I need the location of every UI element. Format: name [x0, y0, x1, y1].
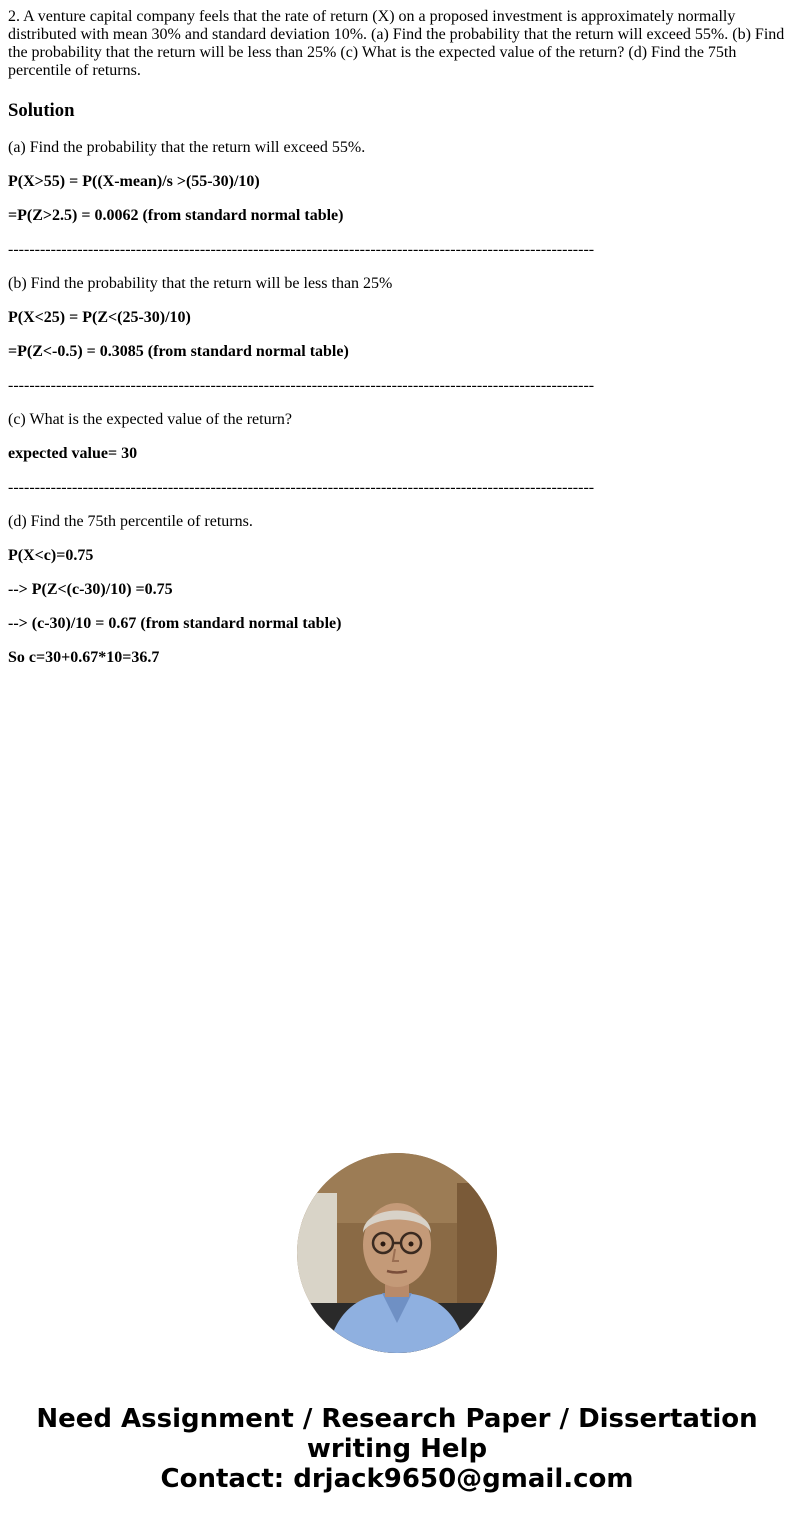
divider: -------------------------------------------------------------------------------------------------------------- [8, 479, 595, 496]
part-c-prompt: (c) What is the expected value of the return? [8, 411, 293, 428]
part-d-step-4: So c=30+0.67*10=36.7 [8, 649, 160, 666]
question-text: 2. A venture capital company feels that the rate of return (X) on a proposed investment is approximately normally distributed with mean 30% and standard deviation 10%. (a) Find the probability that the return will exceed 55%. (b) Find the probability that the return will be less than 25% (c) What is the expected value of the return? (d) Find the 75th percentile of returns. [8, 8, 785, 79]
promo-contact: Contact: drjack9650@gmail.com [160, 1464, 634, 1494]
part-b-step-1: P(X<25) = P(Z<(25-30)/10) [8, 309, 191, 326]
document-body [8, 8, 786, 667]
part-a-step-2: =P(Z>2.5) = 0.0062 (from standard normal table) [8, 207, 344, 224]
part-d-prompt: (d) Find the 75th percentile of returns. [8, 513, 253, 530]
part-b-step-2: =P(Z<-0.5) = 0.3085 (from standard normal table) [8, 343, 349, 360]
part-d-step-2: --> P(Z<(c-30)/10) =0.75 [8, 581, 173, 598]
part-a-prompt: (a) Find the probability that the return will exceed 55%. [8, 139, 366, 156]
promo-banner [0, 1404, 794, 1494]
promo-line-1: Need Assignment / Research Paper / Dissertation [36, 1404, 758, 1434]
part-d-step-3: --> (c-30)/10 = 0.67 (from standard normal table) [8, 615, 342, 632]
part-d-step-1: P(X<c)=0.75 [8, 547, 94, 564]
part-a-step-1: P(X>55) = P((X-mean)/s >(55-30)/10) [8, 173, 260, 190]
divider: -------------------------------------------------------------------------------------------------------------- [8, 241, 595, 258]
part-b-prompt: (b) Find the probability that the return will be less than 25% [8, 275, 393, 292]
solution-heading: Solution [8, 100, 75, 121]
divider: -------------------------------------------------------------------------------------------------------------- [8, 377, 595, 394]
promo-line-2: writing Help [306, 1434, 488, 1464]
part-c-step-1: expected value= 30 [8, 445, 138, 462]
author-avatar [297, 1153, 497, 1353]
author-photo-illustration [297, 1153, 497, 1353]
